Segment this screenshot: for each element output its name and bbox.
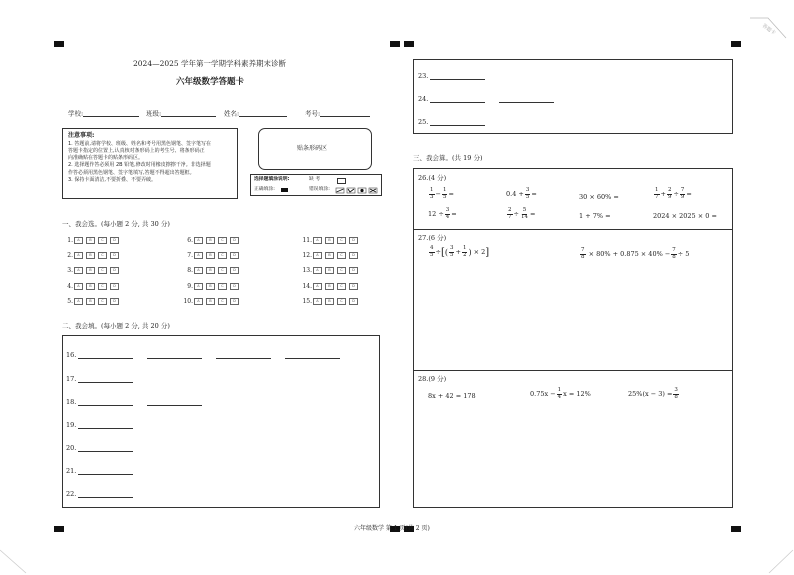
mc-option-bubble[interactable]: D	[110, 283, 119, 290]
q26-label: 26.(4 分)	[418, 174, 447, 182]
mc-option-bubble[interactable]: C	[218, 267, 227, 274]
mc-option-bubble[interactable]: C	[337, 237, 346, 244]
fill-guide-box	[250, 174, 382, 196]
mc-option-bubble[interactable]: C	[98, 267, 107, 274]
q28-eq-1	[428, 392, 476, 400]
mc-question-row	[62, 267, 122, 274]
q16-label: 16.	[66, 351, 77, 359]
notes-line: 2. 选择题作答必须用 2B 铅笔,修改时用橡皮擦擦干净。非选择题	[68, 162, 211, 169]
mc-option-bubble[interactable]: C	[337, 298, 346, 305]
mc-option-bubble[interactable]: B	[325, 283, 334, 290]
mc-option-bubble[interactable]: D	[230, 267, 239, 274]
mc-option-bubble[interactable]: D	[349, 267, 358, 274]
corner-stamp-icon	[748, 16, 788, 44]
mc-option-bubble[interactable]: C	[98, 298, 107, 305]
mc-option-bubble[interactable]: B	[206, 237, 215, 244]
mc-question-number: 8.	[187, 267, 193, 275]
mc-option-bubble[interactable]: B	[206, 298, 215, 305]
mc-option-bubble[interactable]: A	[313, 267, 322, 274]
q26-expr-4: $\frac{1}{7}$ + $\frac{2}{9}$ ÷ $\frac{7}{9}$ =	[655, 187, 692, 200]
q26-expr-3-text: 30 × 60% =	[579, 193, 619, 201]
q25-label: 25.	[418, 118, 429, 126]
mc-option-bubble[interactable]: B	[86, 283, 95, 290]
mc-option-bubble[interactable]: D	[230, 298, 239, 305]
q18-blank-1[interactable]	[78, 404, 133, 406]
fold-mark-icon	[765, 548, 794, 575]
mc-option-bubble[interactable]: A	[194, 252, 203, 259]
field-name	[224, 109, 287, 117]
card-title: 六年级数学答题卡	[176, 77, 245, 87]
mc-question-row	[301, 267, 361, 274]
notes-box	[62, 128, 238, 199]
q28-eq-2: 0.75x − $\frac{1}{4}$ x = 12%	[530, 387, 591, 400]
barcode-area	[258, 128, 372, 170]
mc-option-bubble[interactable]: D	[349, 252, 358, 259]
absent-checkbox[interactable]	[337, 178, 346, 184]
alignment-mark	[54, 41, 64, 47]
mc-option-bubble[interactable]: A	[194, 298, 203, 305]
fill-guide-wrong: 错误填涂:	[309, 187, 330, 192]
mc-question-row	[182, 237, 242, 244]
mc-option-bubble[interactable]: D	[230, 252, 239, 259]
mc-option-bubble[interactable]: A	[74, 283, 83, 290]
mc-option-bubble[interactable]: D	[349, 283, 358, 290]
q21-blank[interactable]	[78, 473, 133, 475]
q16-blank-1[interactable]	[78, 357, 133, 359]
mc-option-bubble[interactable]: B	[325, 298, 334, 305]
mc-option-bubble[interactable]: A	[313, 283, 322, 290]
mc-question-number: 5.	[67, 297, 73, 305]
mc-question-number: 12.	[302, 252, 312, 260]
section1-title: 一、我会选。(每小题 2 分, 共 30 分)	[62, 220, 170, 228]
field-school	[68, 109, 139, 117]
notes-line: 作答必须用黑色钢笔、签字笔填写,答题不得超出答题框。	[68, 169, 195, 176]
mc-option-bubble[interactable]: A	[74, 252, 83, 259]
q26-expr-2: 0.4 + $\frac{3}{5}$ =	[506, 187, 537, 200]
q20-blank[interactable]	[78, 450, 133, 452]
q26-expr-1: $\frac{1}{3}$ − $\frac{1}{5}$ =	[430, 187, 454, 200]
q17-label: 17.	[66, 375, 77, 383]
mc-option-bubble[interactable]: C	[98, 283, 107, 290]
q27-q28-divider	[413, 370, 733, 371]
mc-option-bubble[interactable]: A	[74, 237, 83, 244]
q23-25-answer-box	[413, 59, 733, 134]
mc-option-bubble[interactable]: B	[206, 267, 215, 274]
mc-question-row	[62, 283, 122, 290]
q28-eq-1-text: 8x + 42 = 178	[428, 392, 476, 400]
mc-question-row	[301, 283, 361, 290]
corner-stamp-text: 答题卡	[760, 22, 777, 37]
class-input[interactable]	[161, 109, 216, 117]
mc-option-bubble[interactable]: B	[206, 252, 215, 259]
q26-expr-8-text: 2024 × 2025 × 0 =	[653, 212, 717, 220]
q26-expr-6: $\frac{2}{7}$ ÷ $\frac{5}{14}$ =	[508, 207, 536, 220]
q23-blank[interactable]	[430, 78, 485, 80]
mc-question-number: 6.	[187, 237, 193, 244]
mc-option-bubble[interactable]: B	[325, 237, 334, 244]
mc-question-row	[301, 298, 361, 305]
q16-blank-2[interactable]	[147, 357, 202, 359]
q19-blank[interactable]	[78, 427, 133, 429]
mc-option-bubble[interactable]: D	[230, 283, 239, 290]
field-school-label: 学校:	[68, 109, 84, 118]
mc-option-bubble[interactable]: B	[86, 252, 95, 259]
q28-label: 28.(9 分)	[418, 375, 447, 383]
mc-question-number: 9.	[187, 282, 193, 290]
exam-id-input[interactable]	[320, 109, 370, 117]
exam-title: 2024—2025 学年第一学期学科素养期末诊断	[133, 59, 287, 68]
mc-option-bubble[interactable]: B	[325, 252, 334, 259]
q19-label: 19.	[66, 421, 77, 429]
mc-question-number: 15.	[302, 297, 312, 305]
mc-question-number: 2.	[67, 252, 73, 260]
mc-question-number: 7.	[187, 252, 193, 260]
mc-option-bubble[interactable]: B	[325, 267, 334, 274]
wrong-fill-samples-icon	[335, 187, 381, 194]
mc-option-bubble[interactable]: C	[218, 237, 227, 244]
mc-option-bubble[interactable]: D	[349, 298, 358, 305]
q17-blank[interactable]	[78, 381, 133, 383]
mc-option-bubble[interactable]: C	[218, 252, 227, 259]
q26-q27-divider	[413, 229, 733, 230]
field-class	[146, 109, 216, 117]
q18-blank-2[interactable]	[147, 404, 202, 406]
notes-line: 向准确贴在答题卡的贴条形码区。	[68, 155, 144, 162]
q24-blank-1[interactable]	[430, 101, 485, 103]
q28-eq-2-head: 0.75x −	[530, 390, 556, 398]
mc-question-row	[62, 298, 122, 305]
mc-question-number: 11.	[302, 237, 312, 244]
name-input[interactable]	[239, 109, 287, 117]
q27-expr-2-mid: × 80% + 0.875 × 40% −	[588, 250, 671, 258]
mc-option-bubble[interactable]: A	[313, 237, 322, 244]
q22-blank[interactable]	[78, 496, 133, 498]
mc-option-bubble[interactable]: D	[230, 237, 239, 244]
alignment-mark	[54, 526, 64, 532]
mc-option-bubble[interactable]: C	[337, 252, 346, 259]
field-name-label: 姓名:	[224, 109, 240, 118]
mc-option-bubble[interactable]: A	[194, 237, 203, 244]
mc-question-row	[62, 252, 122, 259]
q23-label: 23.	[418, 72, 429, 80]
section2-title: 二、我会填。(每小题 2 分, 共 20 分)	[62, 322, 170, 330]
mc-option-bubble[interactable]: C	[98, 237, 107, 244]
mc-option-bubble[interactable]: A	[194, 283, 203, 290]
section3-title: 三、我会算。(共 19 分)	[413, 154, 483, 162]
q27-expr-2: $\frac{7}{8}$ × 80% + 0.875 × 40% − $\frac{7}{8}$ ÷ 5	[581, 247, 690, 260]
mc-option-bubble[interactable]: A	[74, 267, 83, 274]
field-exam-id-label: 考号:	[305, 109, 321, 118]
mc-question-row	[182, 252, 242, 259]
mc-question-number: 13.	[302, 267, 312, 275]
q26-expr-7-text: 1 + 7% =	[579, 212, 611, 220]
mc-option-bubble[interactable]: B	[86, 267, 95, 274]
mc-option-bubble[interactable]: C	[218, 283, 227, 290]
q26-expr-5-text: 12 ÷	[428, 210, 444, 218]
q28-eq-3-text: 25%(x − 3) =	[628, 390, 673, 398]
section2-answer-box	[62, 335, 380, 508]
q20-label: 20.	[66, 444, 77, 452]
mc-option-bubble[interactable]: C	[218, 298, 227, 305]
mc-question-number: 3.	[67, 267, 73, 275]
q27-label: 27.(6 分)	[418, 234, 447, 242]
mc-option-bubble[interactable]: D	[349, 237, 358, 244]
mc-option-bubble[interactable]: B	[86, 237, 95, 244]
mc-option-bubble[interactable]: D	[110, 298, 119, 305]
field-exam-id	[305, 109, 370, 117]
mc-question-row	[301, 252, 361, 259]
q24-label: 24.	[418, 95, 429, 103]
q27-expr-1: $\frac{4}{5}$ ÷ [ ( $\frac{3}{5}$ + $\frac{1}{2}$ ) × 2 ]	[430, 245, 490, 258]
mc-option-bubble[interactable]: A	[313, 298, 322, 305]
q16-blank-3[interactable]	[216, 357, 271, 359]
notes-line: 3. 保持卡面清洁,不要折叠、不要弄破。	[68, 176, 156, 183]
mc-option-bubble[interactable]: C	[337, 267, 346, 274]
mc-option-bubble[interactable]: A	[313, 252, 322, 259]
mc-question-number: 4.	[67, 282, 73, 290]
mc-option-bubble[interactable]: D	[110, 267, 119, 274]
equals-sign: =	[531, 190, 537, 198]
mc-question-row	[182, 298, 242, 305]
fill-guide-correct: 正确填涂:	[254, 187, 275, 192]
q26-expr-8	[653, 212, 717, 220]
mc-question-row	[62, 237, 122, 244]
mc-question-number: 14.	[302, 282, 312, 290]
q28-eq-2-tail: x = 12%	[563, 390, 591, 398]
mc-option-bubble[interactable]: D	[110, 237, 119, 244]
q18-label: 18.	[66, 398, 77, 406]
mc-option-bubble[interactable]: C	[337, 283, 346, 290]
q21-label: 21.	[66, 467, 77, 475]
mc-option-bubble[interactable]: D	[110, 252, 119, 259]
fold-mark-icon	[0, 548, 30, 575]
q16-blank-4[interactable]	[285, 357, 340, 359]
q22-label: 22.	[66, 490, 77, 498]
field-class-label: 班级:	[146, 109, 162, 118]
page-footer: 六年级数学 第 1 页(共 2 页)	[354, 525, 430, 532]
q27-expr-2-tail: ÷ 5	[677, 250, 690, 258]
mc-question-row	[182, 283, 242, 290]
school-input[interactable]	[83, 109, 139, 117]
mc-option-bubble[interactable]: A	[74, 298, 83, 305]
q28-eq-3: 25%(x − 3) = $\frac{3}{8}$	[628, 387, 678, 400]
alignment-mark	[404, 41, 414, 47]
mc-question-number: 1.	[67, 237, 73, 244]
q26-expr-2-text: 0.4 +	[506, 190, 524, 198]
mc-option-bubble[interactable]: A	[194, 267, 203, 274]
mc-question-number: 10.	[183, 297, 193, 305]
notes-title: 注意事项:	[68, 132, 95, 139]
q24-blank-2[interactable]	[499, 101, 554, 103]
q25-blank[interactable]	[430, 124, 485, 126]
mc-option-bubble[interactable]: B	[86, 298, 95, 305]
alignment-mark	[731, 526, 741, 532]
q26-expr-7	[579, 212, 611, 220]
mc-question-row	[182, 267, 242, 274]
q26-expr-5: 12 ÷ $\frac{3}{4}$ =	[428, 207, 457, 220]
alignment-mark	[390, 41, 400, 47]
q27-expr-1-tail: × 2	[473, 248, 486, 256]
mc-option-bubble[interactable]: C	[98, 252, 107, 259]
correct-fill-sample-icon	[281, 188, 288, 192]
mc-option-bubble[interactable]: B	[206, 283, 215, 290]
alignment-mark	[731, 41, 741, 47]
barcode-label: 贴条形码区	[297, 145, 328, 152]
q26-expr-3	[579, 193, 619, 201]
mc-question-row	[301, 237, 361, 244]
fill-guide-title: 选择题填涂说明:	[254, 177, 290, 182]
notes-line: 答题卡指定的位置上,认真核对条形码上的考生号、将条形码正	[68, 147, 205, 154]
notes-line: 1. 答题前,请将学校、班级、姓名和考号用黑色钢笔、签字笔写在	[68, 140, 211, 147]
fill-guide-absent: 缺 考	[309, 177, 321, 182]
